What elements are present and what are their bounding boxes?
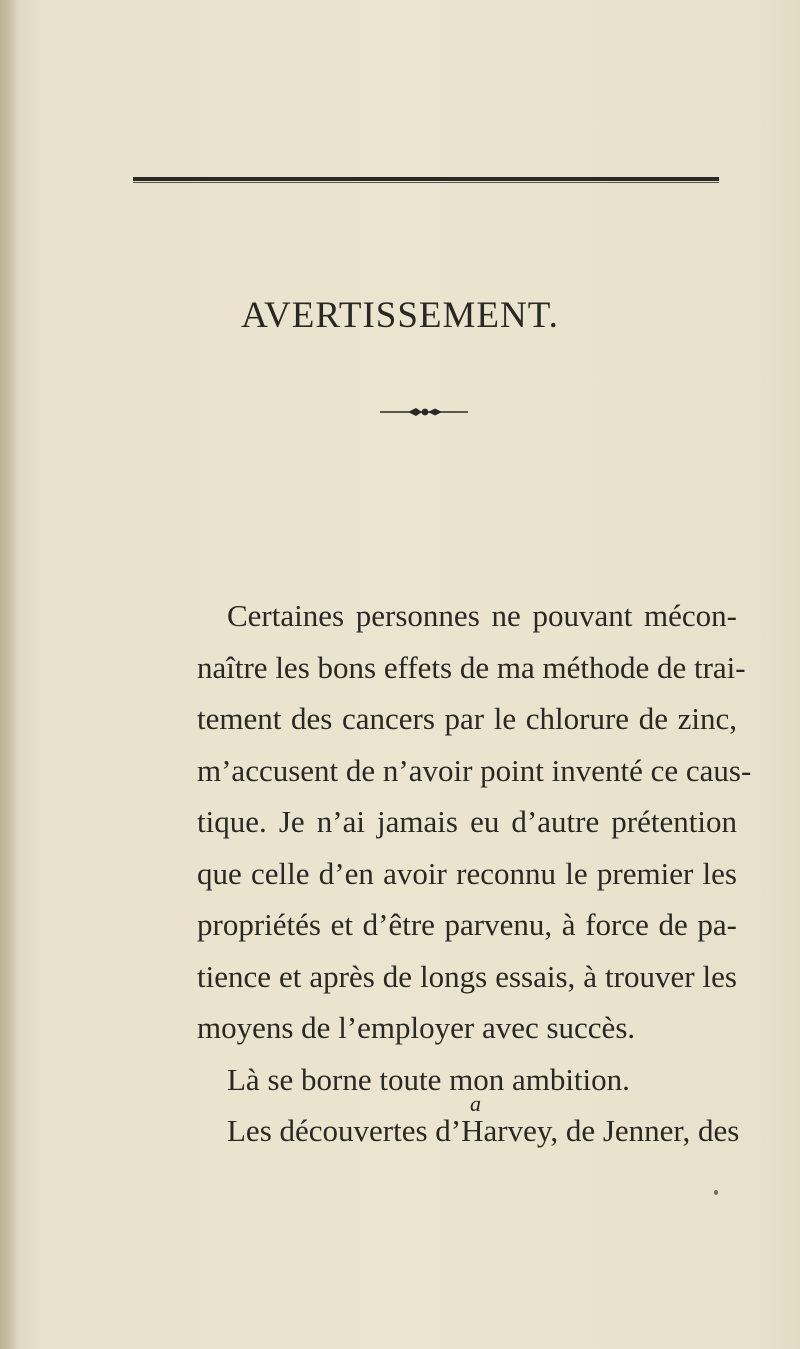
text-line: Là se borne toute mon ambition. xyxy=(227,1061,630,1097)
text-line: tique. Je n’ai jamais eu d’autre prétention xyxy=(197,804,737,839)
body-text xyxy=(197,590,752,1157)
signature-mark: a xyxy=(470,1091,481,1116)
text-line: Certaines personnes ne pouvant mécon- xyxy=(227,598,737,633)
paper-speck xyxy=(714,1190,718,1195)
text-line: Les découvertes d’Harvey, de Jenner, des xyxy=(227,1113,740,1148)
text-line: que celle d’en avoir reconnu le premier les xyxy=(197,855,737,891)
page-title: AVERTISSEMENT. xyxy=(241,295,559,336)
text-line: m’accusent de n’avoir point inventé ce caus- xyxy=(197,752,752,788)
text-line: tement des cancers par le chlorure de zinc, xyxy=(197,701,737,736)
text-line: tience et après de longs essais, à trouver les xyxy=(197,958,737,994)
header-rule xyxy=(133,177,719,181)
text-line: propriétés et d’être parvenu, à force de pa- xyxy=(197,907,737,942)
text-line: naître les bons effets de ma méthode de trai- xyxy=(197,649,746,685)
page-gutter-shadow xyxy=(0,0,18,1349)
ornament-divider-icon xyxy=(380,405,468,419)
text-line: moyens de l’employer avec succès. xyxy=(197,1010,636,1045)
